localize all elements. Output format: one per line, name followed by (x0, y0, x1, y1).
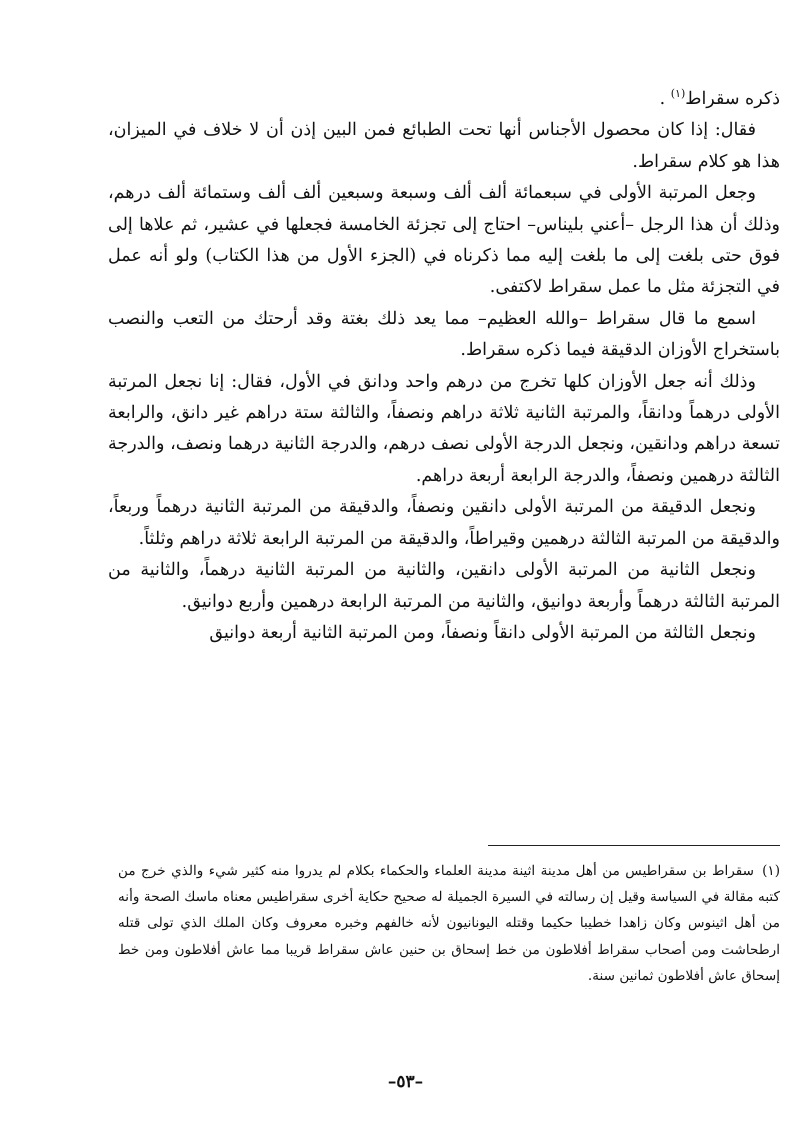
paragraph-3: اسمع ما قال سقراط –والله العظيم– مما يعد ذلك بغتة وقد أرحتك من التعب والنصب باستخراج الأوزان الدقيقة فيما ذكره سقراط. (108, 308, 780, 361)
paragraph-1: فقال: إذا كان محصول الأجناس أنها تحت الطبائع فمن البين إذن أن لا خلاف في الميزان، هذا هو كلام سقراط. (108, 120, 780, 172)
main-text (108, 84, 780, 649)
footnote-number: (١) (762, 863, 780, 879)
paragraph-6: ونجعل الثانية من المرتبة الأولى دانقين، والثانية من المرتبة الثانية درهماً، والثانية من المرتبة الثالثة درهماً وأربعة دوانيق، والثانية من المرتبة الرابعة درهمين وأربع دوانيق. (108, 560, 780, 612)
footnote-block (118, 858, 780, 989)
page-number: –٥٣– (387, 1072, 424, 1092)
footnote-reference: (١) (670, 87, 686, 101)
paragraph-0-text: ذكره سقراط (685, 89, 780, 109)
paragraph-0-end: . (659, 89, 671, 109)
paragraph-4: وذلك أنه جعل الأوزان كلها تخرج من درهم واحد ودانق في الأول، فقال: إنا نجعل المرتبة الأولى درهماً ودانقاً، والمرتبة الثانية ثلاثة دراهم ونصفاً، والثالثة ستة دراهم غير دانق، والرابعة تسعة دراهم ودانقين، ونجعل الدرجة الأولى نصف درهم، والدرجة الثانية درهما ونصف، والدرجة الثالثة درهمين ونصفاً، والدرجة الرابعة أربعة دراهم. (108, 371, 780, 486)
paragraph-5: ونجعل الدقيقة من المرتبة الأولى دانقين ونصفاً، والدقيقة من المرتبة الثانية درهماً وربعاً، والدقيقة من المرتبة الثالثة درهمين وقيراطاً، والدقيقة من المرتبة الرابعة ثلاثة دراهم وثلثاً. (108, 497, 780, 549)
footnote-text: سقراط بن سقراطيس من أهل مدينة اثينة مدينة العلماء والحكماء بكلام لم يدروا منه كثير شيء والذي خرج من كتبه مقالة في السياسة وقيل إن رسالته في السيرة الجميلة له صحيح حكاية أخرى سقراطيس معناه ماسك الصحة وأنه من أهل اثينوس وكان زاهدا خطيبا حكيما وقتله اليونانيون لأنه خالفهم وخبره معروف وكان الملك الذي تولى قتله ارطحاشت ومن أصحاب سقراط أفلاطون من خط إسحاق بن حنين عاش سقراط قريبا مما عاش أفلاطون ومن خط إسحاق عاش أفلاطون ثمانين سنة. (118, 863, 780, 984)
paragraph-7: ونجعل الثالثة من المرتبة الأولى دانقاً ونصفاً، ومن المرتبة الثانية أربعة دوانيق (209, 622, 756, 643)
footnote-divider (488, 845, 780, 846)
paragraph-2: وجعل المرتبة الأولى في سبعمائة ألف ألف وسبعة وسبعين ألف ألف وستمائة ألف درهم، وذلك أن هذا الرجل –أعني بليناس– احتاج إلى تجزئة الخامسة فجعلها في عشير، ثم علاها إلى فوق حتى بلغت إلى ما بلغت إليه مما ذكرناه في (الجزء الأول من هذا الكتاب) ولو أنه عمل في التجزئة مثل ما عمل سقراط لاكتفى. (108, 183, 780, 298)
paragraph-0 (108, 84, 780, 115)
